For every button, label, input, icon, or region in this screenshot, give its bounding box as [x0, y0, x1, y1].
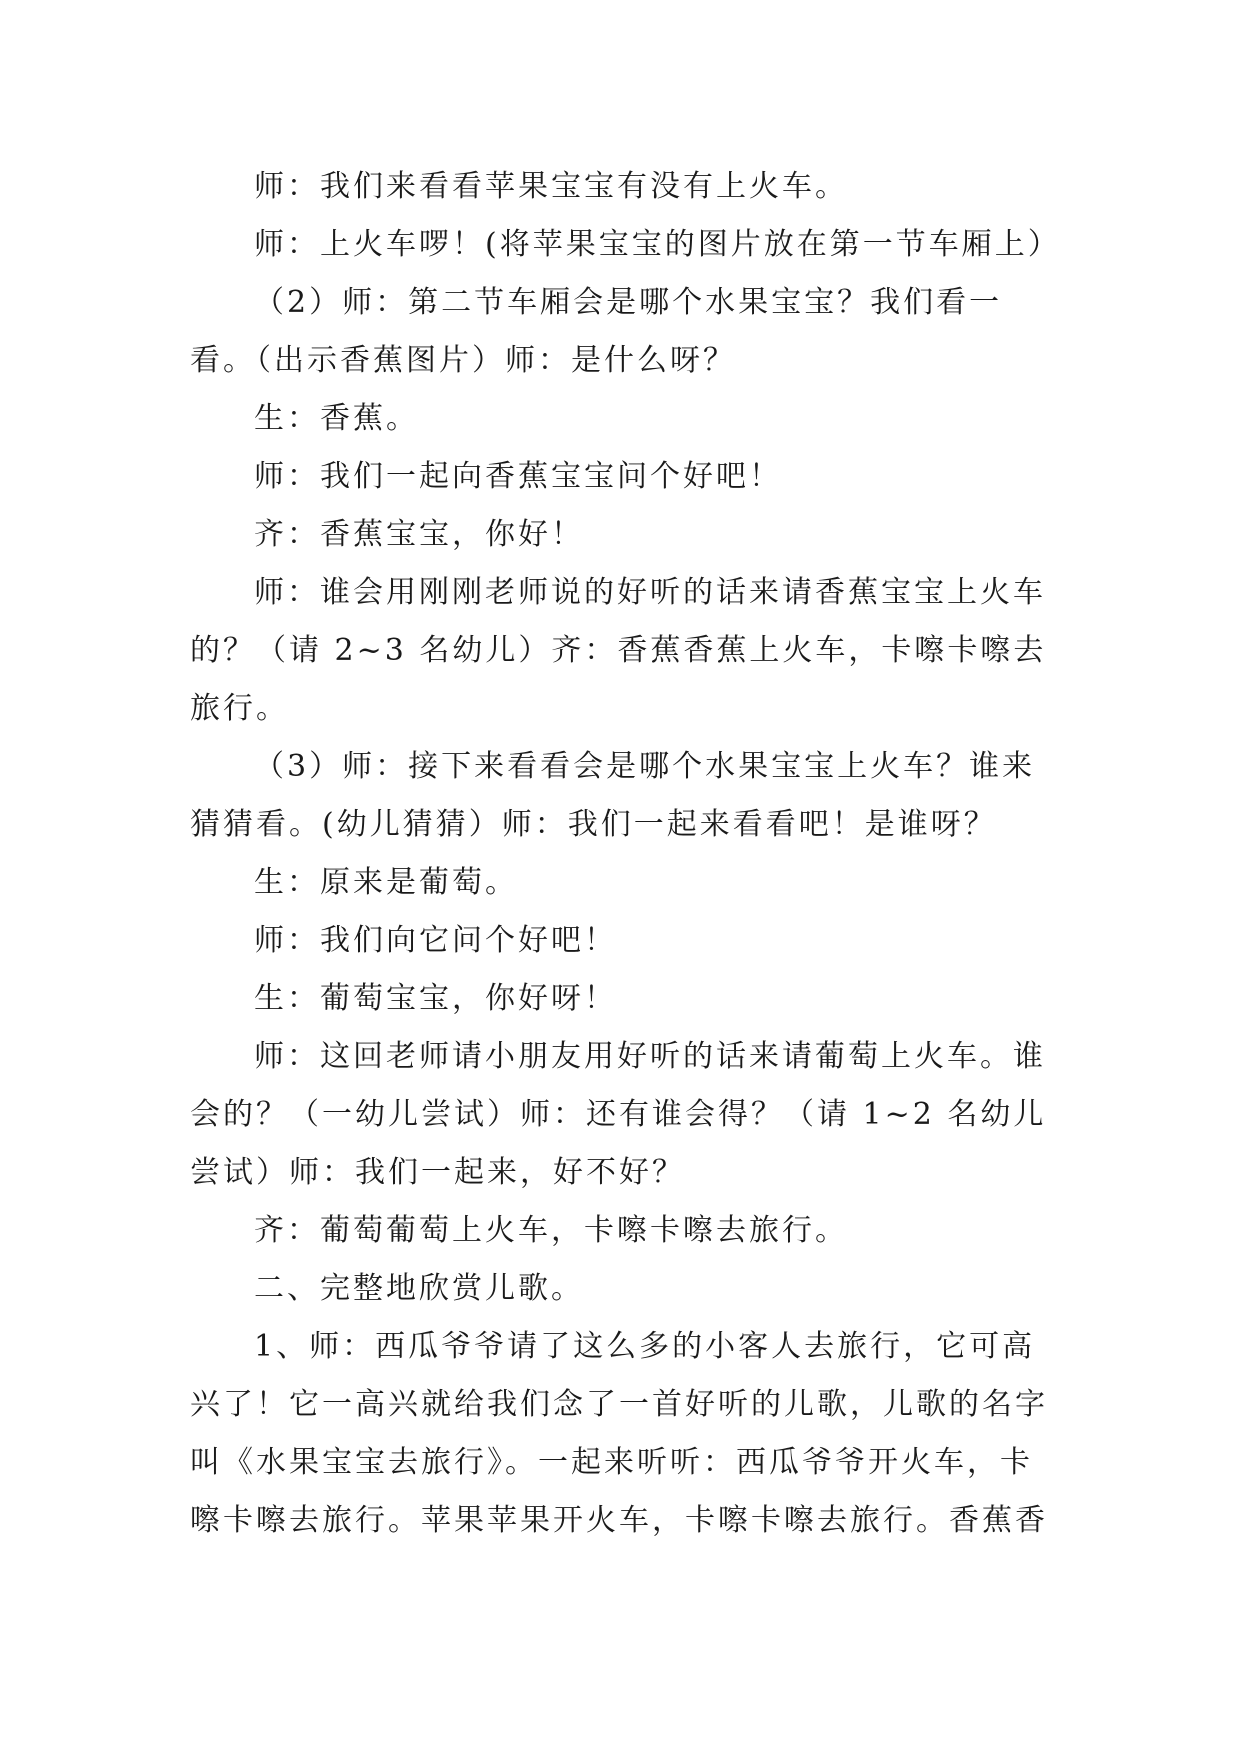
paragraph-12: 师：这回老师请小朋友用好听的话来请葡萄上火车。谁会的？（一幼儿尝试）师：还有谁会得？（请 1~2 名幼儿尝试）师：我们一起来，好不好？ [190, 1039, 1047, 1190]
paragraph-6: 齐：香蕉宝宝，你好！ [254, 517, 584, 552]
paragraph-2: 师：上火车啰！(将苹果宝宝的图片放在第一节车厢上） [254, 227, 1061, 262]
paragraph-3: （2）师：第二节车厢会是哪个水果宝宝？我们看一看。（出示香蕉图片）师：是什么呀？ [190, 285, 1003, 378]
document-body [190, 158, 1062, 1550]
paragraph-7: 师：谁会用刚刚老师说的好听的话来请香蕉宝宝上火车的？（请 2~3 名幼儿）齐：香蕉香蕉上火车，卡嚓卡嚓去旅行。 [190, 575, 1047, 726]
paragraph-1: 师：我们来看看苹果宝宝有没有上火车。 [254, 169, 848, 204]
paragraph-8: （3）师：接下来看看会是哪个水果宝宝上火车？谁来猜猜看。(幼儿猜猜）师：我们一起来看看吧！是谁呀？ [190, 749, 1036, 842]
paragraph-4: 生：香蕉。 [254, 401, 419, 436]
paragraph-14: 二、完整地欣赏儿歌。 [254, 1271, 584, 1306]
paragraph-10: 师：我们向它问个好吧！ [254, 923, 617, 958]
paragraph-9: 生：原来是葡萄。 [254, 865, 518, 900]
paragraph-15: 1、师：西瓜爷爷请了这么多的小客人去旅行，它可高兴了！它一高兴就给我们念了一首好听的儿歌，儿歌的名字叫《水果宝宝去旅行》。一起来听听：西瓜爷爷开火车，卡嚓卡嚓去旅行。苹果苹果开火车，卡嚓卡嚓去旅行。香蕉香 [190, 1329, 1048, 1538]
paragraph-13: 齐：葡萄葡萄上火车，卡嚓卡嚓去旅行。 [254, 1213, 848, 1248]
paragraph-5: 师：我们一起向香蕉宝宝问个好吧！ [254, 459, 782, 494]
paragraph-11: 生：葡萄宝宝，你好呀！ [254, 981, 617, 1016]
